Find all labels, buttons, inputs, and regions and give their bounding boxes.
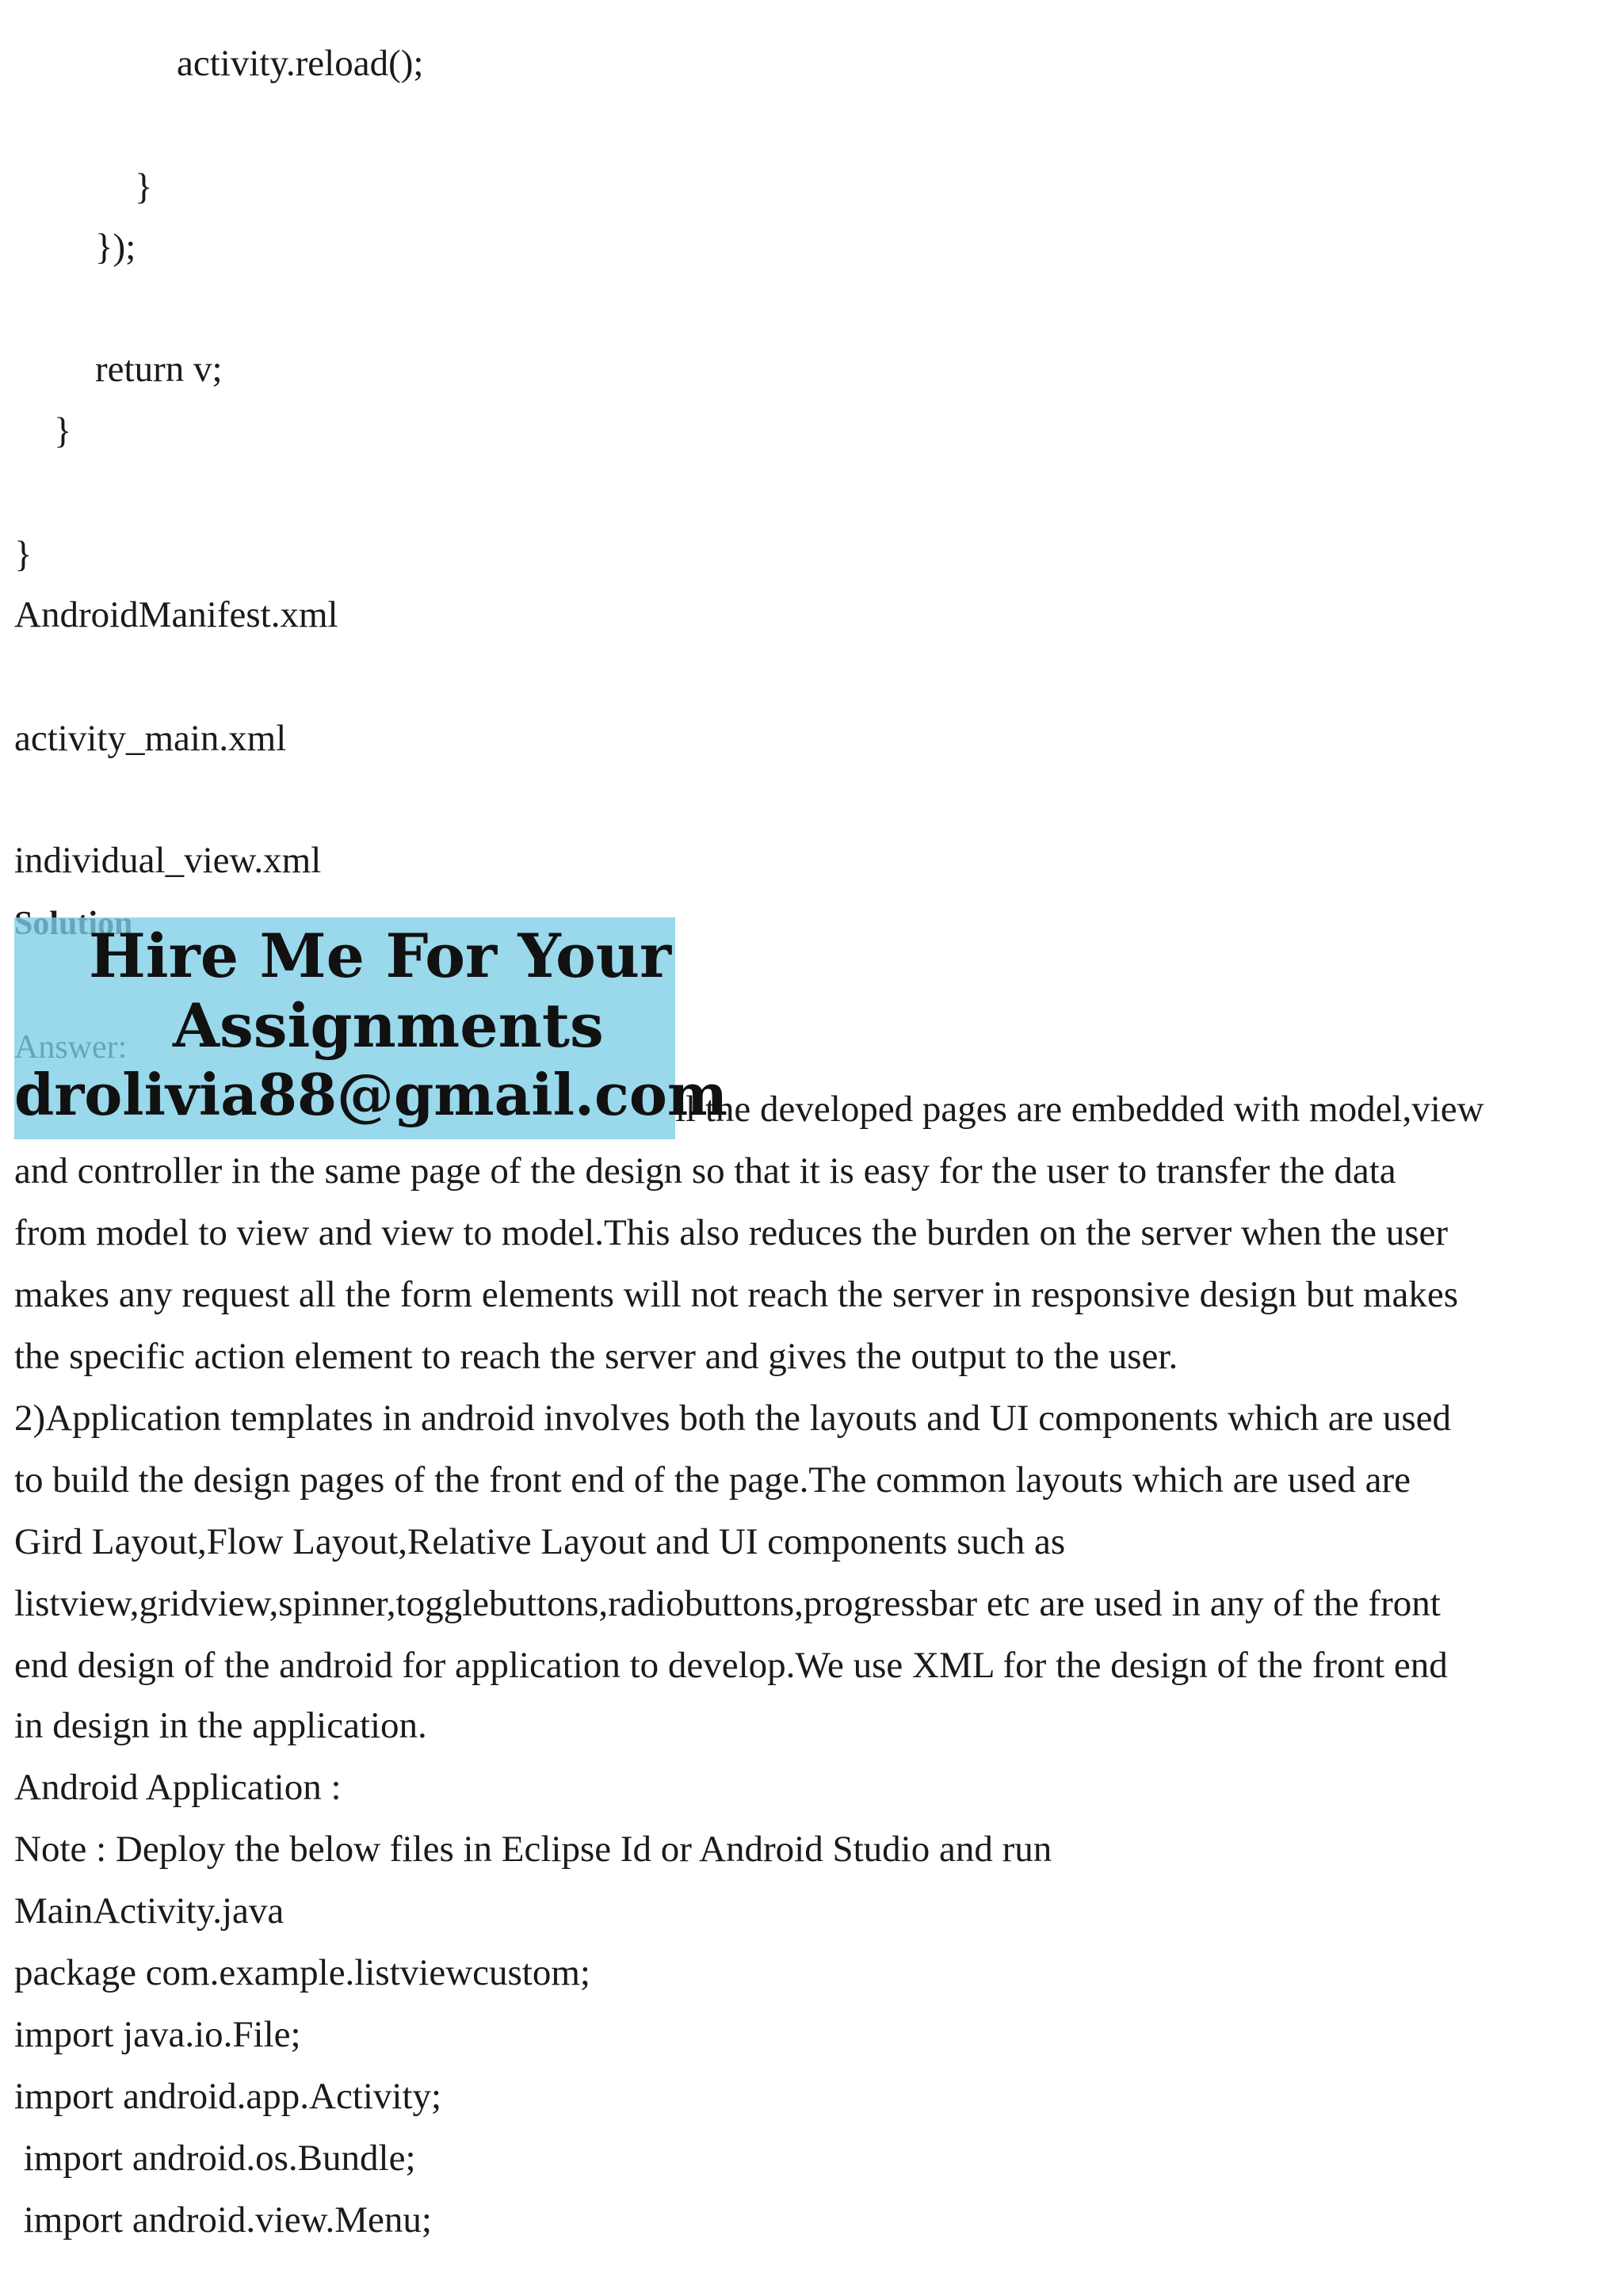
answer-text-line: 2)Application templates in android involves both the layouts and UI components which are used [14,1398,1452,1439]
code-line: package com.example.listviewcustom; [14,1952,590,1993]
code-line: import java.io.File; [14,2014,301,2055]
file-name: AndroidManifest.xml [14,594,338,635]
file-name: activity_main.xml [14,718,287,759]
answer-text-line: end design of the android for application to develop.We use XML for the design of the front end [14,1645,1448,1686]
answer-text-line: listview,gridview,spinner,togglebuttons,radiobuttons,progressbar etc are used in any of the front [14,1583,1441,1624]
answer-text-line: the specific action element to reach the server and gives the output to the user. [14,1336,1178,1377]
watermark-banner [14,917,728,1139]
file-name: MainActivity.java [14,1890,285,1932]
code-line-brace: } [135,166,153,208]
answer-text-line: from model to view and view to model.This also reduces the burden on the server when the user [14,1212,1448,1253]
code-line-reload: activity.reload(); [177,43,424,84]
file-name: individual_view.xml [14,840,322,881]
watermark-line: Assignments [173,990,604,1061]
code-line: import android.os.Bundle; [14,2138,416,2179]
watermark-email: drolivia88@gmail.com [14,1061,728,1128]
section-heading: Android Application : [14,1767,342,1808]
code-line-close-listener: }); [95,227,136,268]
watermark-line: Hire Me For Your [89,921,672,991]
code-line-brace: } [54,410,72,452]
answer-text-line: makes any request all the form elements will not reach the server in responsive design but makes [14,1274,1459,1315]
answer-text-line: in design in the application. [14,1705,427,1746]
code-line: import android.view.Menu; [14,2199,432,2241]
code-line-return: return v; [95,349,223,390]
note-line: Note : Deploy the below files in Eclipse Id or Android Studio and run [14,1829,1052,1870]
code-line: import android.app.Activity; [14,2076,442,2117]
answer-text-line: to build the design pages of the front end of the page.The common layouts which are used are [14,1459,1411,1501]
answer-text-line: Gird Layout,Flow Layout,Relative Layout and UI components such as [14,1521,1066,1562]
answer-text-line: and controller in the same page of the design so that it is easy for the user to transfer the data [14,1150,1396,1192]
code-line-brace: } [14,534,32,575]
answer-text-line: ll the developed pages are embedded with model,view [675,1089,1484,1130]
